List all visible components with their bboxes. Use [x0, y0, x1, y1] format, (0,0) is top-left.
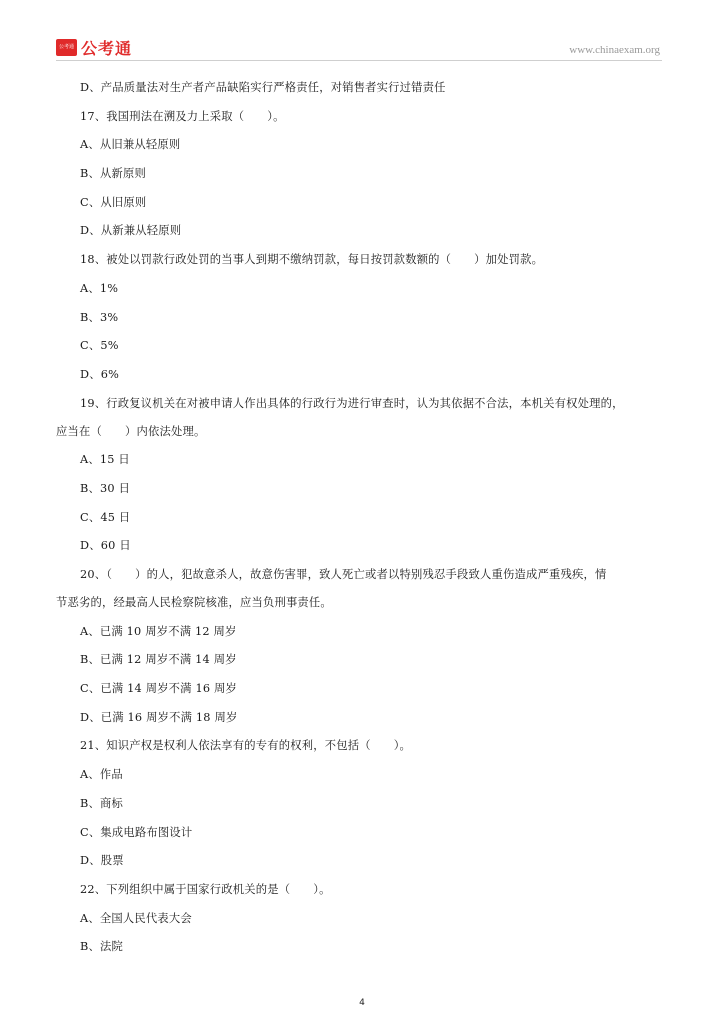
logo-badge-icon: 公考通	[56, 39, 77, 56]
option-line: D、从新兼从轻原则	[80, 224, 182, 238]
site-url: www.chinaexam.org	[569, 44, 660, 56]
option-line: B、从新原则	[80, 167, 146, 181]
option-line: B、30 日	[80, 481, 131, 495]
question-17: 17、我国刑法在溯及力上采取（ ）。	[80, 109, 285, 123]
option-line: D、60 日	[80, 539, 131, 553]
header-divider	[56, 60, 662, 61]
question-21: 21、知识产权是权利人依法享有的专有的权利，不包括（ ）。	[80, 739, 412, 753]
option-line: B、3%	[80, 310, 119, 324]
document-body	[56, 78, 668, 966]
option-line: C、从旧原则	[80, 195, 147, 209]
question-19-line-1: 19、行政复议机关在对被申请人作出具体的行政行为进行审查时，认为其依据不合法，本机关有权处理的，	[80, 396, 624, 410]
option-line: B、商标	[80, 796, 123, 810]
option-line: C、已满 14 周岁不满 16 周岁	[80, 682, 238, 696]
logo-text: 公考通	[81, 38, 133, 58]
option-line: A、15 日	[80, 453, 130, 467]
page-header	[56, 36, 662, 60]
question-20-line-2: 节恶劣的，经最高人民检察院核准，应当负刑事责任。	[56, 596, 332, 609]
option-line: D、6%	[80, 367, 120, 381]
question-19-line-2: 应当在（ ）内依法处理。	[56, 424, 206, 438]
question-20	[56, 565, 668, 613]
question-20-line-1: 20、（ ）的人，犯故意杀人，故意伤害罪，致人死亡或者以特别残忍手段致人重伤造成严重残疾，情	[80, 568, 607, 581]
logo	[56, 36, 132, 58]
option-line: B、已满 12 周岁不满 14 周岁	[80, 653, 237, 667]
question-18: 18、被处以罚款行政处罚的当事人到期不缴纳罚款，每日按罚款数额的（ ）加处罚款。	[80, 253, 544, 267]
option-line: C、集成电路布图设计	[80, 825, 193, 839]
option-line: A、作品	[80, 768, 123, 782]
option-line: A、全国人民代表大会	[80, 911, 192, 925]
option-line: D、产品质量法对生产者产品缺陷实行严格责任，对销售者实行过错责任	[80, 81, 446, 94]
option-line: C、45 日	[80, 510, 131, 524]
option-line: D、已满 16 周岁不满 18 周岁	[80, 710, 238, 724]
question-22: 22、下列组织中属于国家行政机关的是（ ）。	[80, 882, 331, 896]
option-line: A、1%	[80, 281, 119, 295]
option-line: A、已满 10 周岁不满 12 周岁	[80, 624, 237, 638]
option-line: A、从旧兼从轻原则	[80, 138, 181, 152]
option-line: B、法院	[80, 940, 123, 954]
page-number: 4	[359, 998, 365, 1008]
option-line: D、股票	[80, 854, 124, 868]
question-19	[56, 394, 668, 442]
option-line: C、5%	[80, 339, 119, 353]
